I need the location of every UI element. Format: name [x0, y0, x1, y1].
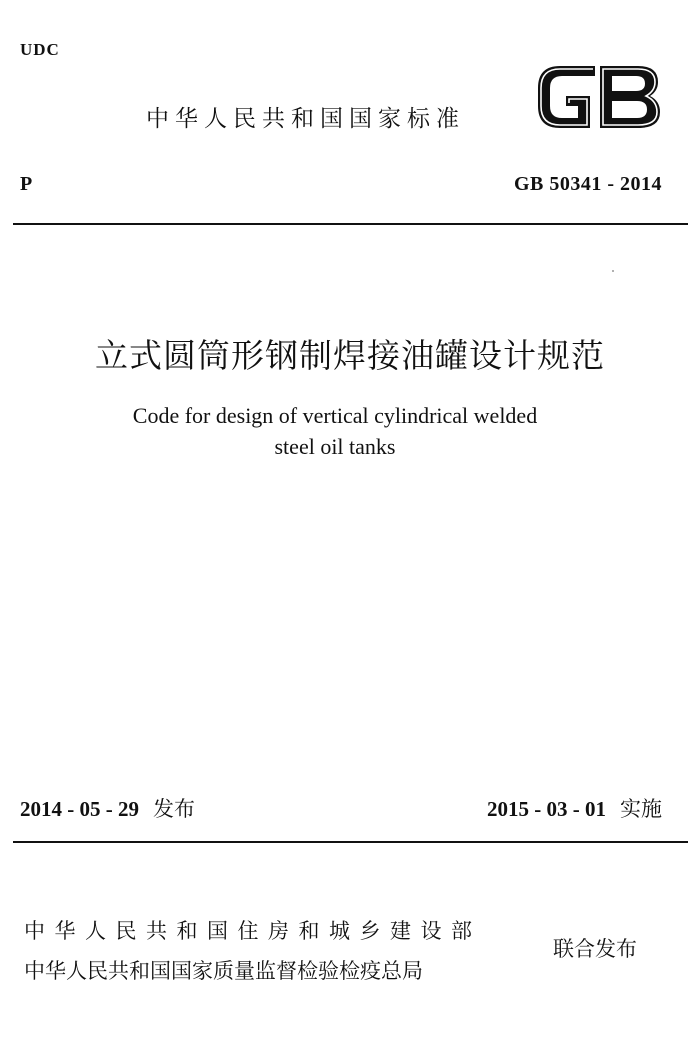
gb-logo-icon — [532, 60, 666, 134]
implement-label: 实施 — [620, 797, 662, 821]
category-code: P — [20, 173, 33, 195]
publisher-ministry-housing: 中华人民共和国住房和城乡建设部 — [24, 919, 482, 943]
title-chinese: 立式圆筒形钢制焊接油罐设计规范 — [95, 339, 605, 375]
joint-publish-label: 联合发布 — [553, 937, 637, 961]
title-english-line-2: steel oil tanks — [274, 434, 396, 459]
standard-number: GB 50341 - 2014 — [513, 173, 662, 195]
national-standard-heading: 中华人民共和国国家标准 — [146, 106, 465, 132]
issue-info — [20, 793, 195, 823]
top-divider — [13, 223, 688, 225]
implement-info — [487, 793, 662, 823]
publisher-aqsiq: 中华人民共和国国家质量监督检验检疫总局 — [24, 959, 423, 983]
speck — [612, 270, 614, 272]
issue-date: 2014 - 05 - 29 — [20, 797, 139, 821]
publishers-block — [24, 915, 482, 985]
title-english — [0, 400, 670, 462]
title-english-line-1: Code for design of vertical cylindrical welded — [132, 403, 538, 428]
implement-date: 2015 - 03 - 01 — [487, 797, 606, 821]
bottom-divider — [13, 841, 688, 843]
issue-label: 发布 — [153, 797, 195, 821]
udc-label: UDC — [20, 40, 60, 59]
